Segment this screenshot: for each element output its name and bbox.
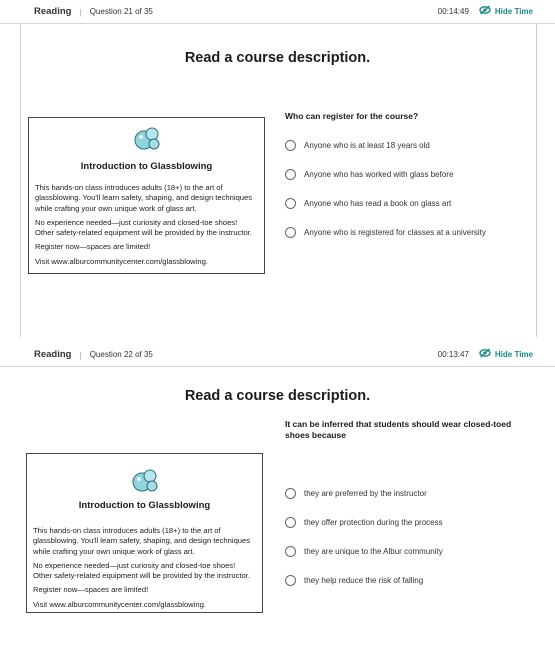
- answer-option-2[interactable]: [285, 515, 540, 529]
- answer-option-label: they are unique to the Albur community: [304, 546, 443, 556]
- answer-option-3[interactable]: [285, 196, 540, 210]
- answer-option-2[interactable]: [285, 167, 540, 181]
- course-description-card: [28, 117, 265, 274]
- separator: |: [79, 349, 82, 360]
- eye-slash-icon[interactable]: [479, 5, 491, 18]
- section-label: Reading: [34, 6, 72, 17]
- timer: 00:13:47: [437, 350, 469, 359]
- answer-option-label: Anyone who has read a book on glass art: [304, 198, 452, 208]
- answer-option-4[interactable]: [285, 225, 540, 239]
- page-heading: Read a course description.: [184, 50, 371, 66]
- eye-slash-icon[interactable]: [479, 348, 491, 361]
- card-title: Introduction to Glassblowing: [78, 500, 211, 511]
- card-body: [33, 526, 256, 614]
- answer-option-label: they are preferred by the instructor: [304, 488, 427, 498]
- card-paragraph: Visit www.alburcommunitycenter.com/glassblowing.: [33, 599, 206, 609]
- question-prompt: It can be inferred that students should wear closed-toed shoes because: [285, 419, 512, 440]
- answer-option-label: they offer protection during the process: [304, 517, 443, 527]
- question-number: Question 22 of 35: [89, 350, 153, 359]
- card-paragraph: This hands-on class introduces adults (18+) to the art of glassblowing. You'll learn safety, shaping, and design techniques while crafting your own unique work of glass art.: [35, 183, 253, 213]
- answer-options: [285, 486, 540, 602]
- course-description-card: [26, 453, 263, 613]
- answer-option-label: they help reduce the risk of falling: [304, 575, 424, 585]
- card-paragraph: No experience needed—just curiosity and closed-toe shoes! Other safety-related equipment will be provided by the instructor.: [33, 560, 250, 581]
- answer-option-3[interactable]: [285, 544, 540, 558]
- top-bar: [0, 0, 555, 24]
- card-paragraph: No experience needed—just curiosity and closed-toe shoes! Other safety-related equipment will be provided by the instructor.: [35, 217, 252, 238]
- timer: 00:14:49: [437, 7, 469, 16]
- answer-option-label: Anyone who has worked with glass before: [304, 169, 454, 179]
- question-number: Question 21 of 35: [89, 7, 153, 16]
- hide-time-button[interactable]: Hide Time: [494, 350, 533, 359]
- section-label: Reading: [34, 349, 72, 360]
- radio-icon[interactable]: [285, 169, 296, 180]
- glass-bubbles-icon: [130, 468, 160, 494]
- answer-option-label: Anyone who is at least 18 years old: [304, 140, 430, 150]
- card-paragraph: Register now—spaces are limited!: [33, 585, 149, 595]
- radio-icon[interactable]: [285, 227, 296, 238]
- radio-icon[interactable]: [285, 488, 296, 499]
- card-paragraph: Register now—spaces are limited!: [35, 242, 151, 252]
- radio-icon[interactable]: [285, 140, 296, 151]
- radio-icon[interactable]: [285, 546, 296, 557]
- top-bar: [0, 343, 555, 367]
- glass-bubbles-icon: [132, 126, 162, 152]
- answer-options: [285, 138, 540, 254]
- answer-option-4[interactable]: [285, 573, 540, 587]
- radio-icon[interactable]: [285, 198, 296, 209]
- card-title: Introduction to Glassblowing: [80, 161, 213, 172]
- question-prompt: Who can register for the course?: [285, 111, 419, 121]
- answer-option-label: Anyone who is registered for classes at a university: [304, 227, 486, 237]
- card-paragraph: This hands-on class introduces adults (18+) to the art of glassblowing. You'll learn safety, shaping, and design techniques while crafting your own unique work of glass art.: [33, 526, 251, 556]
- card-body: [35, 183, 258, 271]
- radio-icon[interactable]: [285, 575, 296, 586]
- hide-time-button[interactable]: Hide Time: [494, 7, 533, 16]
- radio-icon[interactable]: [285, 517, 296, 528]
- page-heading: Read a course description.: [184, 388, 371, 404]
- answer-option-1[interactable]: [285, 138, 540, 152]
- question-screen-22: [0, 343, 555, 646]
- answer-option-1[interactable]: [285, 486, 540, 500]
- separator: |: [79, 6, 82, 17]
- card-paragraph: Visit www.alburcommunitycenter.com/glassblowing.: [35, 256, 208, 266]
